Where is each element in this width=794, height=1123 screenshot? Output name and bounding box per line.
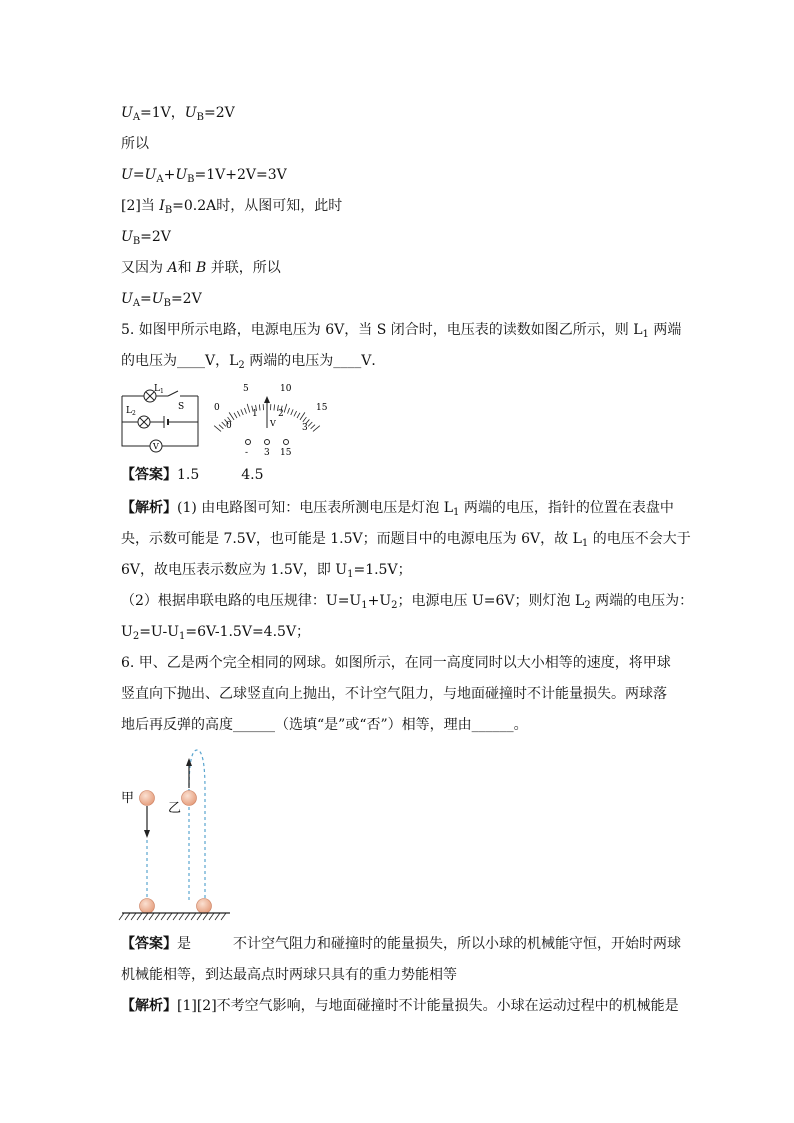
hatch-line	[203, 913, 208, 920]
hatch-line	[137, 913, 142, 920]
dial-tick	[303, 417, 307, 422]
lower-tick-3: 3	[302, 423, 308, 433]
lower-tick-0: 0	[226, 421, 232, 431]
hatch-line	[185, 913, 190, 920]
dial-tick	[247, 404, 250, 413]
ground-hatch	[119, 913, 226, 920]
dial-tick	[214, 426, 221, 432]
hatch-line	[197, 913, 202, 920]
needle-label: V	[270, 419, 276, 428]
jia-arrow-head-icon	[144, 830, 150, 838]
circuit-wire-left	[122, 396, 150, 446]
dial-tick	[288, 408, 290, 414]
lower-tick-1: 1	[252, 409, 258, 419]
dial-tick	[274, 404, 275, 410]
terminal-minus	[246, 440, 251, 445]
dial-tick	[284, 404, 287, 413]
upper-tick-0: 0	[214, 403, 220, 413]
dial-tick	[229, 412, 234, 420]
q5-analysis-3: 6V，故电压表示数应为 1.5V，即 $U_1=1.5V$；	[121, 562, 412, 580]
dial-tick	[313, 426, 320, 432]
terminal-label-3: 3	[264, 448, 270, 458]
q5-line-2: 的电压为____V，$L_2$ 两端的电压为____V．	[121, 353, 386, 371]
label-jia: 甲	[121, 791, 135, 806]
hatch-line	[215, 913, 220, 920]
label-v: V	[153, 442, 159, 451]
q6-line-3: 地后再反弹的高度______（选填“是”或“否”）相等，理由______。	[121, 717, 528, 733]
q6-line-1: 6. 甲、乙是两个完全相同的网球。如图所示，在同一高度同时以大小相等的速度，将甲球	[121, 655, 671, 671]
label-l1: $L_1$	[154, 384, 164, 395]
solution-line-7: $U_A=U_B=2V$	[121, 291, 202, 309]
terminal-label-15: 15	[280, 448, 292, 458]
hatch-line	[167, 913, 172, 920]
q5-answer: 【答案】1.5 4.5	[121, 467, 264, 483]
solution-line-1: $U_A=1V$，$U_B=2V$	[121, 105, 235, 123]
solution-line-5: $U_B=2V$	[121, 229, 171, 247]
label-yi: 乙	[168, 801, 182, 816]
needle-arrow-icon	[264, 396, 270, 403]
hatch-line	[131, 913, 136, 920]
q5-analysis-1: 【解析】(1) 由电路图可知：电压表所测电压是灯泡 $L_1$ 两端的电压，指针的位置在表盘中	[121, 500, 674, 518]
terminal-3	[265, 440, 270, 445]
lower-tick-2: 2	[278, 409, 284, 419]
ball-jia-ground	[140, 899, 155, 914]
dial-tick	[241, 409, 243, 415]
q5-analysis-2: 央，示数可能是 7.5V，也可能是 1.5V；而题目中的电源电压为 6V，故 $L_1$ 的电压不会大于	[121, 531, 691, 549]
dial-tick	[237, 411, 240, 416]
terminal-label-minus: -	[245, 448, 249, 458]
dial-tick	[291, 409, 293, 415]
hatch-line	[149, 913, 154, 920]
dial-tick	[300, 412, 305, 420]
circuit-diagram	[116, 378, 206, 456]
ball-yi-ground	[197, 899, 212, 914]
dial-tick	[297, 413, 300, 418]
solution-line-6: 又因为 A和 B 并联，所以	[121, 260, 281, 276]
q6-answer-1: 【答案】是 不计空气阻力和碰撞时的能量损失，所以小球的机械能守恒，开始时两球	[121, 936, 681, 952]
hatch-line	[221, 913, 226, 920]
upper-tick-15: 15	[316, 403, 328, 413]
yi-path	[189, 750, 205, 900]
hatch-line	[179, 913, 184, 920]
q6-analysis: 【解析】[1][2]不考空气影响，与地面碰撞时不计能量损失。小球在运动过程中的机械能是	[121, 998, 679, 1014]
solution-line-4: [2]当 $I_B=0.2A$时，从图可知，此时	[121, 198, 343, 216]
q6-line-2: 竖直向下抛出、乙球竖直向上抛出，不计空气阻力，与地面碰撞时不计能量损失。两球落	[121, 686, 667, 702]
label-l2: $L_2$	[126, 406, 136, 417]
hatch-line	[209, 913, 214, 920]
ball-jia	[140, 791, 155, 806]
label-s: S	[178, 402, 185, 412]
dial-tick	[259, 404, 260, 410]
q5-analysis-5: $U_2=U-U_1=6V-1.5V=4.5V$；	[121, 624, 311, 642]
dial-tick	[234, 413, 237, 418]
ball-yi	[182, 791, 197, 806]
solution-line-3: $U=U_A+U_B=1V+2V=3V$	[121, 167, 287, 185]
q6-answer-2: 机械能相等，到达最高点时两球只具有的重力势能相等	[121, 967, 457, 983]
switch-icon	[168, 391, 178, 396]
upper-tick-10: 10	[280, 384, 292, 394]
dial-tick	[311, 425, 315, 429]
hatch-line	[191, 913, 196, 920]
hatch-line	[143, 913, 148, 920]
upper-tick-5: 5	[243, 384, 249, 394]
dial-tick	[308, 422, 312, 426]
hatch-line	[125, 913, 130, 920]
solution-line-2: 所以	[121, 136, 149, 152]
q5-analysis-4: （2）根据串联电路的电压规律：$U=U_1+U_2$；电源电压 U=6V；则灯泡 $L_2$ 两端的电压为：	[121, 593, 694, 611]
hatch-line	[161, 913, 166, 920]
dial-tick	[294, 411, 297, 416]
hatch-line	[155, 913, 160, 920]
dial-tick	[244, 408, 246, 414]
q5-line-1: 5. 如图甲所示电路，电源电压为 6V，当 S 闭合时，电压表的读数如图乙所示，则 $L_1$ 两端	[121, 322, 682, 340]
dial-tick	[219, 425, 223, 429]
hatch-line	[119, 913, 124, 920]
hatch-line	[173, 913, 178, 920]
balls-figure	[118, 748, 233, 923]
terminal-15	[284, 440, 289, 445]
voltmeter-dial	[208, 378, 338, 458]
